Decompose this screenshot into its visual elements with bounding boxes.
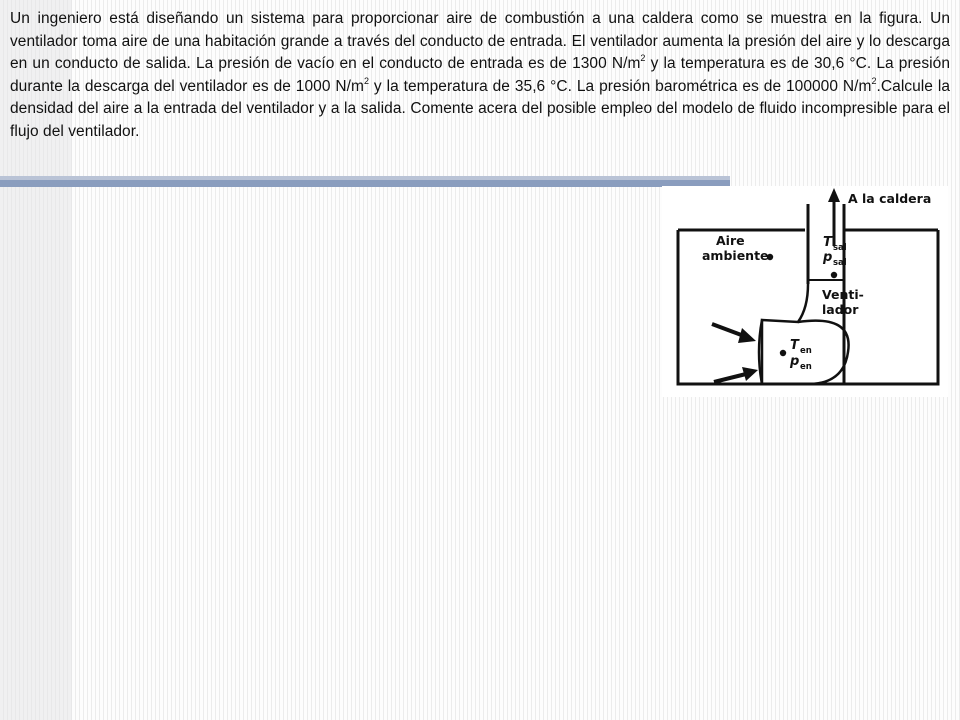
superscript-1: 2 xyxy=(640,53,646,64)
inlet-pressure-symbol: p xyxy=(790,354,800,369)
fan-duct-diagram xyxy=(662,186,948,397)
fan-duct-figure xyxy=(662,186,948,397)
inlet-temperature-symbol: T xyxy=(790,338,799,353)
fan-label-line-1: Venti- xyxy=(822,287,864,302)
accent-bar xyxy=(0,180,730,187)
superscript-2: 2 xyxy=(363,75,369,86)
outlet-pressure-subscript: sal xyxy=(833,258,847,268)
ambient-air-label-line-2: ambiente xyxy=(702,248,769,263)
problem-text-part-4: .Calcule la densidad del aire a la entrada del ventilador y a la salida. Comente acera del posible empleo del modelo de fluido incompresible para el flujo del ventilador. xyxy=(10,77,950,140)
outlet-temperature-subscript: sal xyxy=(833,243,847,253)
inlet-arrow-upper-shaft xyxy=(712,324,744,336)
inlet-arrow-upper-head xyxy=(738,328,756,343)
inlet-arrow-lower-shaft xyxy=(714,374,746,382)
problem-text-part-2: y la temperatura es de 30,6 °C. La presión durante la descarga del ventilador es de 1000 N/m xyxy=(10,55,950,95)
problem-text-part-1: Un ingeniero está diseñando un sistema para proporcionar aire de combustión a una caldera como se muestra en la figura. Un ventilador toma aire de una habitación grande a través del conducto de entrada. El ventilador aumenta la presión del aire y lo descarga en un conducto de salida. La presión de vacío en el conducto de entrada es de 1300 N/m xyxy=(10,10,950,73)
ambient-air-label-line-1: Aire xyxy=(716,233,745,248)
inlet-pressure-subscript: en xyxy=(800,362,812,372)
outlet-pressure-symbol: p xyxy=(823,250,833,265)
outlet-point xyxy=(831,272,837,278)
to-boiler-label: A la caldera xyxy=(848,191,932,206)
fan-label-line-2: lador xyxy=(822,302,859,317)
inlet-temperature-subscript: en xyxy=(800,346,812,356)
outlet-temperature-symbol: T xyxy=(823,235,832,250)
inlet-point xyxy=(780,350,786,356)
problem-text-part-3: y la temperatura de 35,6 °C. La presión barométrica es de 100000 N/m xyxy=(369,77,872,95)
inlet-arrow-lower-head xyxy=(742,367,758,381)
superscript-3: 2 xyxy=(871,75,877,86)
problem-statement xyxy=(10,8,950,144)
boiler-flow-arrowhead xyxy=(828,188,840,202)
